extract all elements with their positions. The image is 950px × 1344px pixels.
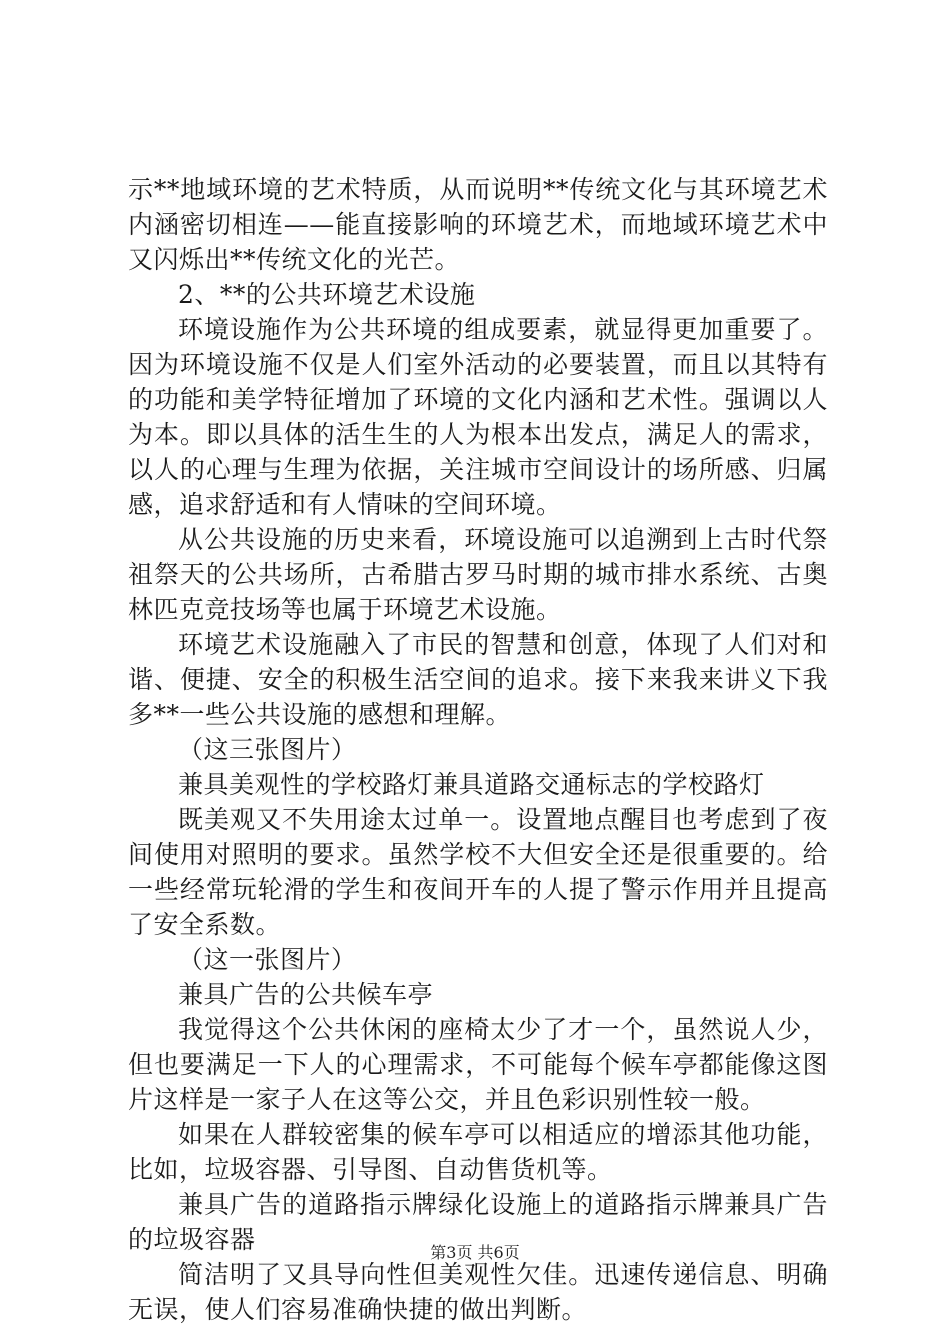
paragraph: 我觉得这个公共休闲的座椅太少了才一个，虽然说人少，但也要满足一下人的心理需求，不可能每个候车亭都能像这图片这样是一家子人在这等公交，并且色彩识别性较一般。 — [128, 1015, 828, 1114]
body-text — [128, 172, 828, 1327]
paragraph: 兼具美观性的学校路灯兼具道路交通标志的学校路灯 — [178, 770, 765, 799]
paragraph: 简洁明了又具导向性但美观性欠佳。迅速传递信息、明确无误，使人们容易准确快捷的做出判断。 — [128, 1260, 828, 1324]
paragraph: 环境设施作为公共环境的组成要素，就显得更加重要了。因为环境设施不仅是人们室外活动的必要装置，而且以其特有的功能和美学特征增加了环境的文化内涵和艺术性。强调以人为本。即以具体的活生生的人为根本出发点，满足人的需求，以人的心理与生理为依据，关注城市空间设计的场所感、归属感，追求舒适和有人情味的空间环境。 — [128, 315, 828, 519]
paragraph: 如果在人群较密集的候车亭可以相适应的增添其他功能，比如，垃圾容器、引导图、自动售货机等。 — [128, 1120, 828, 1184]
paragraph: 兼具广告的公共候车亭 — [178, 980, 434, 1009]
paragraph: 既美观又不失用途太过单一。设置地点醒目也考虑到了夜间使用对照明的要求。虽然学校不大但安全还是很重要的。给一些经常玩轮滑的学生和夜间开车的人提了警示作用并且提高了安全系数。 — [128, 805, 828, 939]
paragraph: 环境艺术设施融入了市民的智慧和创意，体现了人们对和谐、便捷、安全的积极生活空间的追求。接下来我来讲义下我多**一些公共设施的感想和理解。 — [128, 630, 828, 729]
image-note: （这三张图片） — [178, 735, 357, 764]
paragraph: 从公共设施的历史来看，环境设施可以追溯到上古时代祭祖祭天的公共场所，古希腊古罗马时期的城市排水系统、古奥林匹克竞技场等也属于环境艺术设施。 — [128, 525, 828, 624]
image-note: （这一张图片） — [178, 945, 357, 974]
paragraph: 示**地域环境的艺术特质，从而说明**传统文化与其环境艺术内涵密切相连——能直接影响的环境艺术，而地域环境艺术中又闪烁出**传统文化的光芒。 — [128, 175, 828, 274]
page-number-footer: 第3页 共6页 — [430, 1243, 520, 1262]
paragraph: 兼具广告的道路指示牌绿化设施上的道路指示牌兼具广告的垃圾容器 — [128, 1190, 828, 1254]
section-heading: 2、**的公共环境艺术设施 — [178, 280, 476, 309]
